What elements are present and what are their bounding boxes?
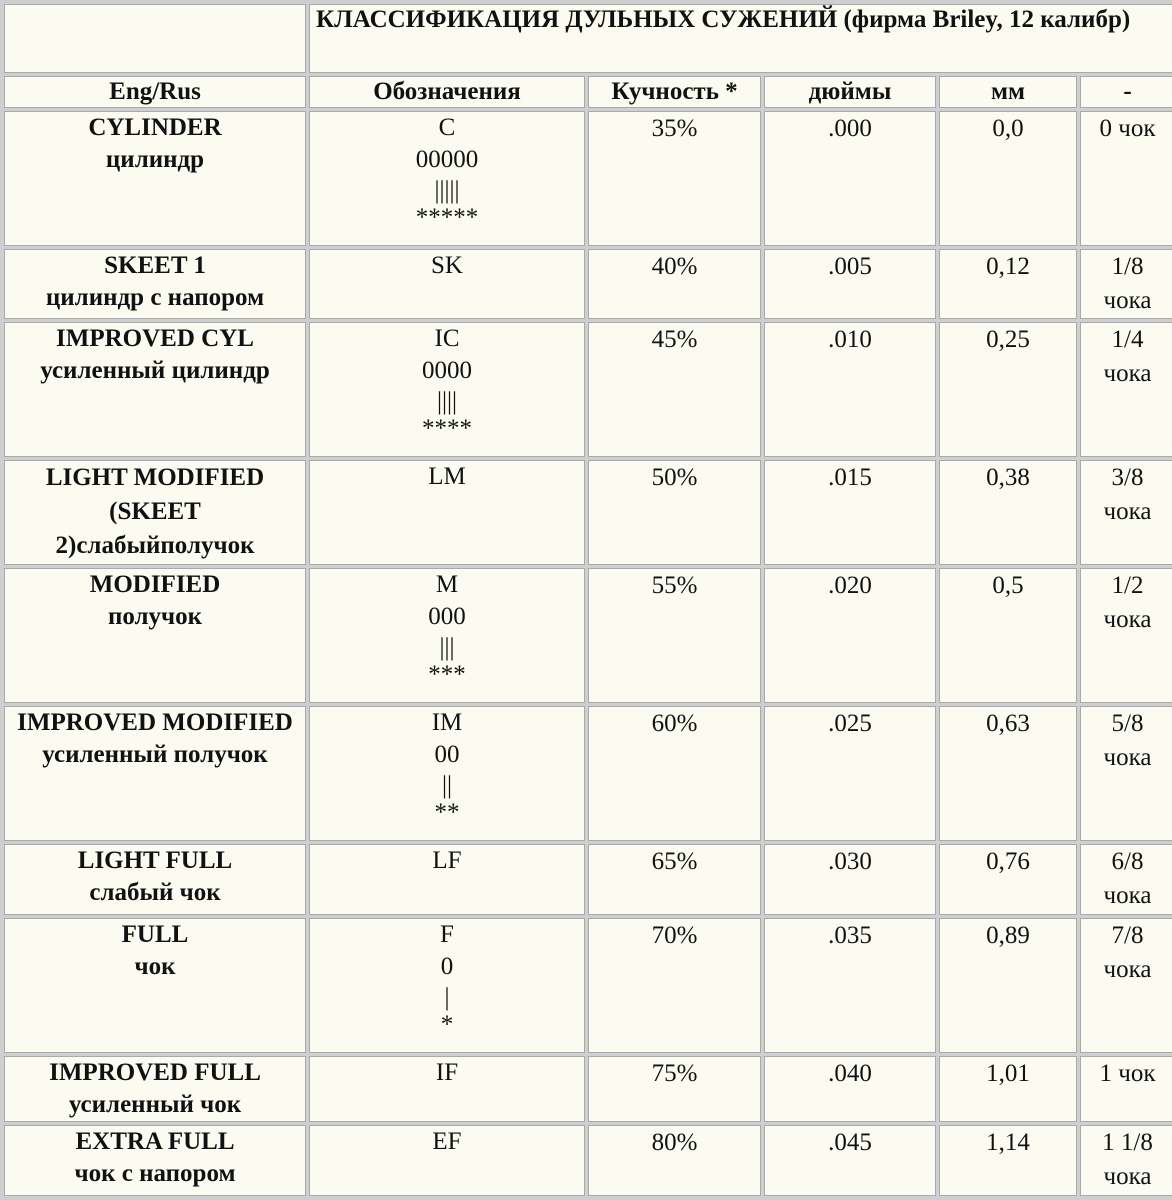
- bars: |||: [439, 634, 455, 662]
- pattern-cell: 50%: [588, 460, 761, 565]
- table-row: [4, 322, 1172, 457]
- stars: *****: [415, 203, 479, 231]
- name-ru: чок: [134, 952, 176, 980]
- table-row: [4, 706, 1172, 841]
- name-ru: чок с напором: [74, 1160, 236, 1188]
- circles: 00000: [415, 145, 479, 173]
- designation-cell: [309, 1125, 585, 1196]
- header-eng-rus: Eng/Rus: [4, 76, 306, 108]
- name-ru: слабый чок: [89, 879, 221, 907]
- header-row: [4, 76, 1172, 108]
- choke-cell: 1/4 чока: [1080, 322, 1172, 457]
- name-ru: усиленный чок: [68, 1090, 242, 1118]
- mm-cell: 0,38: [939, 460, 1077, 565]
- name-en: IMPROVED CYL: [56, 325, 254, 353]
- row-name-cell: [4, 1056, 306, 1123]
- row-name-cell: LIGHT MODIFIED (SKEET 2)слабыйполучок: [4, 460, 306, 565]
- designation-cell: [309, 844, 585, 915]
- header-pattern: Кучность *: [588, 76, 761, 108]
- pattern-cell: 80%: [588, 1125, 761, 1196]
- designation-cell: [309, 1056, 585, 1123]
- stars: ****: [422, 415, 472, 443]
- designation-cell: [309, 568, 585, 703]
- circles: 0000: [422, 357, 472, 385]
- mm-cell: 0,12: [939, 249, 1077, 320]
- row-name-cell: [4, 706, 306, 841]
- name-en: LIGHT FULL: [77, 847, 233, 875]
- mm-cell: 1,14: [939, 1125, 1077, 1196]
- name-ru: цилиндр с напором: [45, 283, 265, 311]
- mm-cell: 0,89: [939, 918, 1077, 1053]
- code: IC: [434, 325, 460, 353]
- name-ru: получок: [107, 603, 203, 631]
- row-name-cell: [4, 844, 306, 915]
- inches-cell: .005: [764, 249, 936, 320]
- row-name-cell: [4, 568, 306, 703]
- circles: 000: [428, 603, 466, 631]
- code: M: [435, 571, 459, 599]
- row-name-cell: [4, 918, 306, 1053]
- designation-cell: [309, 918, 585, 1053]
- choke-cell: 5/8 чока: [1080, 706, 1172, 841]
- pattern-cell: 75%: [588, 1056, 761, 1123]
- pattern-cell: 60%: [588, 706, 761, 841]
- pattern-cell: 70%: [588, 918, 761, 1053]
- designation-cell: [309, 322, 585, 457]
- inches-cell: .030: [764, 844, 936, 915]
- choke-cell: 6/8 чока: [1080, 844, 1172, 915]
- pattern-cell: 65%: [588, 844, 761, 915]
- code: EF: [432, 1128, 462, 1156]
- table-row: [4, 568, 1172, 703]
- inches-cell: .020: [764, 568, 936, 703]
- row-name-cell: [4, 249, 306, 320]
- bars: |: [444, 983, 450, 1011]
- inches-cell: .035: [764, 918, 936, 1053]
- code: SK: [431, 251, 463, 279]
- bars: |||||: [434, 176, 460, 204]
- mm-cell: 0,25: [939, 322, 1077, 457]
- mm-cell: 0,76: [939, 844, 1077, 915]
- header-inches: дюймы: [764, 76, 936, 108]
- stars: *: [440, 1010, 454, 1038]
- mm-cell: 0,5: [939, 568, 1077, 703]
- designation-cell: [309, 249, 585, 320]
- blank-corner-cell: [4, 4, 306, 73]
- choke-cell: 1/8 чока: [1080, 249, 1172, 320]
- pattern-cell: 45%: [588, 322, 761, 457]
- designation-cell: [309, 460, 585, 565]
- choke-cell: 3/8 чока: [1080, 460, 1172, 565]
- title-row: [4, 4, 1172, 73]
- inches-cell: .045: [764, 1125, 936, 1196]
- stars: ***: [428, 661, 466, 689]
- choke-cell: 1 чок: [1080, 1056, 1172, 1123]
- table-row: [4, 1056, 1172, 1123]
- inches-cell: .015: [764, 460, 936, 565]
- designation-cell: [309, 111, 585, 246]
- bars: ||: [441, 772, 452, 800]
- header-designation: Обозначения: [309, 76, 585, 108]
- code: IM: [431, 709, 463, 737]
- inches-cell: .025: [764, 706, 936, 841]
- name-en: EXTRA FULL: [75, 1128, 235, 1156]
- code: C: [438, 113, 456, 141]
- table-row: [4, 844, 1172, 915]
- pattern-cell: 40%: [588, 249, 761, 320]
- row-name-cell: [4, 322, 306, 457]
- name-ru: усиленный цилиндр: [40, 357, 270, 385]
- header-mm: мм: [939, 76, 1077, 108]
- name-en: IMPROVED MODIFIED: [17, 709, 293, 737]
- header-dash: -: [1080, 76, 1172, 108]
- table-row: [4, 460, 1172, 565]
- mm-cell: 1,01: [939, 1056, 1077, 1123]
- table-row: [4, 249, 1172, 320]
- row-name-cell: [4, 111, 306, 246]
- choke-cell: 0 чок: [1080, 111, 1172, 246]
- code: LF: [432, 847, 462, 875]
- table-row: [4, 1125, 1172, 1196]
- stars: **: [434, 799, 460, 827]
- mm-cell: 0,63: [939, 706, 1077, 841]
- table-title: КЛАССИФИКАЦИЯ ДУЛЬНЫХ СУЖЕНИЙ (фирма Briley, 12 калибр): [309, 4, 1172, 73]
- name-ru: усиленный получок: [42, 741, 268, 769]
- name-ru: цилиндр: [105, 145, 205, 173]
- choke-classification-table: [1, 1, 1172, 1199]
- name-en: FULL: [121, 920, 189, 948]
- code: LM: [428, 463, 466, 491]
- designation-cell: [309, 706, 585, 841]
- pattern-cell: 35%: [588, 111, 761, 246]
- table-row: [4, 111, 1172, 246]
- mm-cell: 0,0: [939, 111, 1077, 246]
- inches-cell: .010: [764, 322, 936, 457]
- choke-cell: 1 1/8 чока: [1080, 1125, 1172, 1196]
- choke-cell: 1/2 чока: [1080, 568, 1172, 703]
- name-en: MODIFIED: [89, 571, 221, 599]
- circles: 00: [434, 741, 460, 769]
- name-en: CYLINDER: [88, 113, 222, 141]
- table-row: [4, 918, 1172, 1053]
- name-en: SKEET 1: [104, 251, 206, 279]
- code: F: [440, 920, 454, 948]
- choke-cell: 7/8 чока: [1080, 918, 1172, 1053]
- inches-cell: .000: [764, 111, 936, 246]
- code: IF: [435, 1058, 459, 1086]
- bars: ||||: [436, 388, 458, 416]
- row-name-cell: [4, 1125, 306, 1196]
- circles: 0: [440, 952, 454, 980]
- pattern-cell: 55%: [588, 568, 761, 703]
- name-en: IMPROVED FULL: [49, 1058, 261, 1086]
- inches-cell: .040: [764, 1056, 936, 1123]
